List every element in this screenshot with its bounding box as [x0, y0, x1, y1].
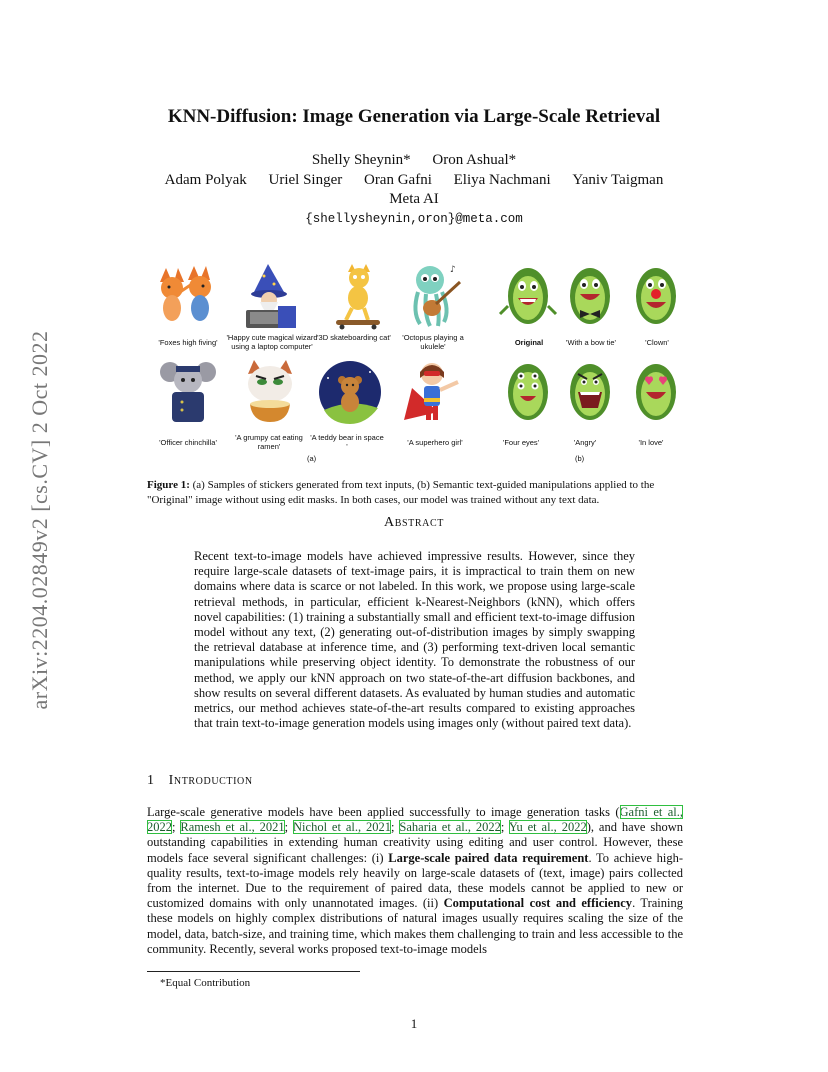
- abstract-heading: [0, 515, 828, 531]
- author-name: Yaniv Taigman: [572, 172, 664, 188]
- avocado-in-love-sticker: [622, 358, 690, 428]
- author-name: Oron Ashual*: [432, 152, 517, 168]
- avocado-original-sticker: [494, 262, 562, 332]
- caption-bow-tie: 'With a bow tie': [566, 338, 616, 347]
- citation-link[interactable]: Saharia et al., 2022: [399, 820, 501, 835]
- intro-text: . Training these models on highly complex distributions of natural images usually requires scaling the size of the model, data, batch-size, and training time, which makes them challenging to train and less accessible to the community. Recently, several works proposed text-to-image models: [147, 896, 683, 956]
- author-email: {shellysheynin,oron}@meta.com: [305, 212, 523, 226]
- caption-clown: 'Clown': [645, 338, 669, 347]
- caption-original: Original: [514, 338, 544, 347]
- affiliation: Meta AI: [389, 191, 439, 207]
- wizard-sticker: [238, 262, 306, 332]
- panel-b-label: (b): [575, 454, 585, 463]
- figure-label: Figure 1:: [147, 479, 190, 491]
- caption-wizard: 'Happy cute magical wizard using a laptop computer': [226, 333, 318, 351]
- intro-text: . To achieve high-quality results, text-to-image models rely heavily on large-scale datasets of (text, image) pairs collected from the internet. Due to the requirement of paired data, these models cannot be applied to new or customized domains with only unannotated images. (ii): [147, 850, 683, 911]
- svg-text:♪: ♪: [450, 265, 456, 275]
- figure-caption: [147, 478, 682, 508]
- author-name: Oran Gafni: [363, 172, 432, 188]
- intro-bold-term: Computational cost and efficiency: [443, 896, 633, 911]
- intro-text: Large-scale generative models have been applied successfully to image generation tasks (: [147, 805, 620, 819]
- caption-chinchilla: 'Officer chinchilla': [159, 438, 217, 447]
- avocado-clown-sticker: [622, 262, 690, 332]
- citation-link[interactable]: Gafni et al., 2022: [147, 805, 683, 835]
- section-heading: [147, 773, 253, 789]
- figure-caption-text: (a) Samples of stickers generated from text inputs, (b) Semantic text-guided manipulations applied to the "Original" image without using edit masks. In both cases, our model was trained without any text data.: [147, 479, 655, 506]
- caption-foxes: 'Foxes high fiving': [158, 338, 218, 347]
- caption-angry: 'Angry': [573, 438, 597, 447]
- section-title: Introduction: [168, 773, 253, 788]
- avocado-four-eyes-sticker: [494, 358, 562, 428]
- abstract-body: Recent text-to-image models have achieved impressive results. However, since they require large-scale datasets of text-image pairs, it is impractical to train them on new domains where data is scarce or not labeled. In this work, we propose using large-scale retrieval methods, in particular, efficient k-Nearest-Neighbors (kNN), which offers novel capabilities: (1) training a substantially small and efficient text-to-image diffusion model without any text, (2) generating out-of-distribution images by simply swapping the retrieval database at inference time, and (3) performing text-driven local semantic manipulations while preserving object identity. To demonstrate the robustness of our method, we apply our kNN approach on two state-of-the-art diffusion backbones, and show results on several different datasets. As evaluated by human studies and automatic metrics, our method achieves state-of-the-art results compared to existing approaches that train text-to-image generation models using images only (without paired text data).: [194, 549, 635, 731]
- abstract-heading-text: Abstract: [384, 515, 444, 530]
- caption-teddy-bear: 'A teddy bear in space ': [310, 433, 384, 451]
- grumpy-cat-sticker: [236, 358, 304, 428]
- chinchilla-sticker: [154, 358, 222, 428]
- caption-skateboarding-cat: '3D skateboarding cat': [317, 333, 391, 342]
- citation-link[interactable]: Ramesh et al., 2021: [180, 820, 285, 835]
- authors-line-1: [0, 152, 828, 169]
- skateboarding-cat-sticker: [324, 262, 392, 332]
- page-number: 1: [410, 1016, 418, 1031]
- footnote-rule: [147, 971, 360, 972]
- intro-text: ), and have shown outstanding capabilities in extending human creativity using editing and user control. However, these models face several significant challenges: (i): [147, 820, 683, 865]
- authors-line-2: [0, 172, 828, 189]
- intro-paragraph: Large-scale generative models have been applied successfully to image generation tasks (Gafni et al., 2022; Ramesh et al., 2021; Nichol et al., 2021; Saharia et al., 2022; Yu et al., 2022), and have shown outstanding capabilities in extending human creativity using editing and user control. However, these models face several significant challenges: (i) Large-scale paired data requirement. To achieve high-quality results, text-to-image models rely heavily on large-scale datasets of (text, image) pairs collected from the internet. Due to the requirement of paired data, these models cannot be applied to new or customized domains with only unannotated images. (ii) Computational cost and efficiency. Training these models on highly complex distributions of natural images usually requires scaling the size of the model, data, batch-size, and training time, which makes them challenging to train and less accessible to the community. Recently, several works proposed text-to-image models: [147, 805, 683, 956]
- octopus-ukulele-sticker: [402, 262, 470, 332]
- footnote: *Equal Contribution: [160, 977, 251, 989]
- citation-link[interactable]: Yu et al., 2022: [508, 820, 587, 835]
- superhero-girl-sticker: [398, 358, 466, 428]
- citation-link[interactable]: Nichol et al., 2021: [293, 820, 392, 835]
- avocado-angry-sticker: [556, 358, 624, 428]
- caption-octopus: 'Octopus playing a ukulele': [402, 333, 464, 351]
- paper-title: KNN-Diffusion: Image Generation via Large-Scale Retrieval: [167, 106, 661, 127]
- section-number: 1: [147, 773, 155, 788]
- avocado-bow-tie-sticker: [556, 262, 624, 332]
- caption-grumpy-cat: 'A grumpy cat eating ramen': [235, 433, 303, 451]
- author-name: Eliya Nachmani: [453, 172, 551, 188]
- caption-superhero: 'A superhero girl': [407, 438, 463, 447]
- caption-in-love: 'In love': [638, 438, 664, 447]
- foxes-sticker: [150, 262, 218, 332]
- panel-a-label: (a): [307, 454, 317, 463]
- teddy-bear-space-sticker: [316, 358, 384, 428]
- author-name: Shelly Sheynin*: [311, 152, 411, 168]
- intro-bold-term: Large-scale paired data requirement: [388, 850, 589, 865]
- author-name: Adam Polyak: [164, 172, 247, 188]
- author-name: Uriel Singer: [268, 172, 343, 188]
- arxiv-stamp-text: arXiv:2204.02849v2 [cs.CV] 2 Oct 2022: [27, 330, 52, 710]
- caption-four-eyes: 'Four eyes': [502, 438, 540, 447]
